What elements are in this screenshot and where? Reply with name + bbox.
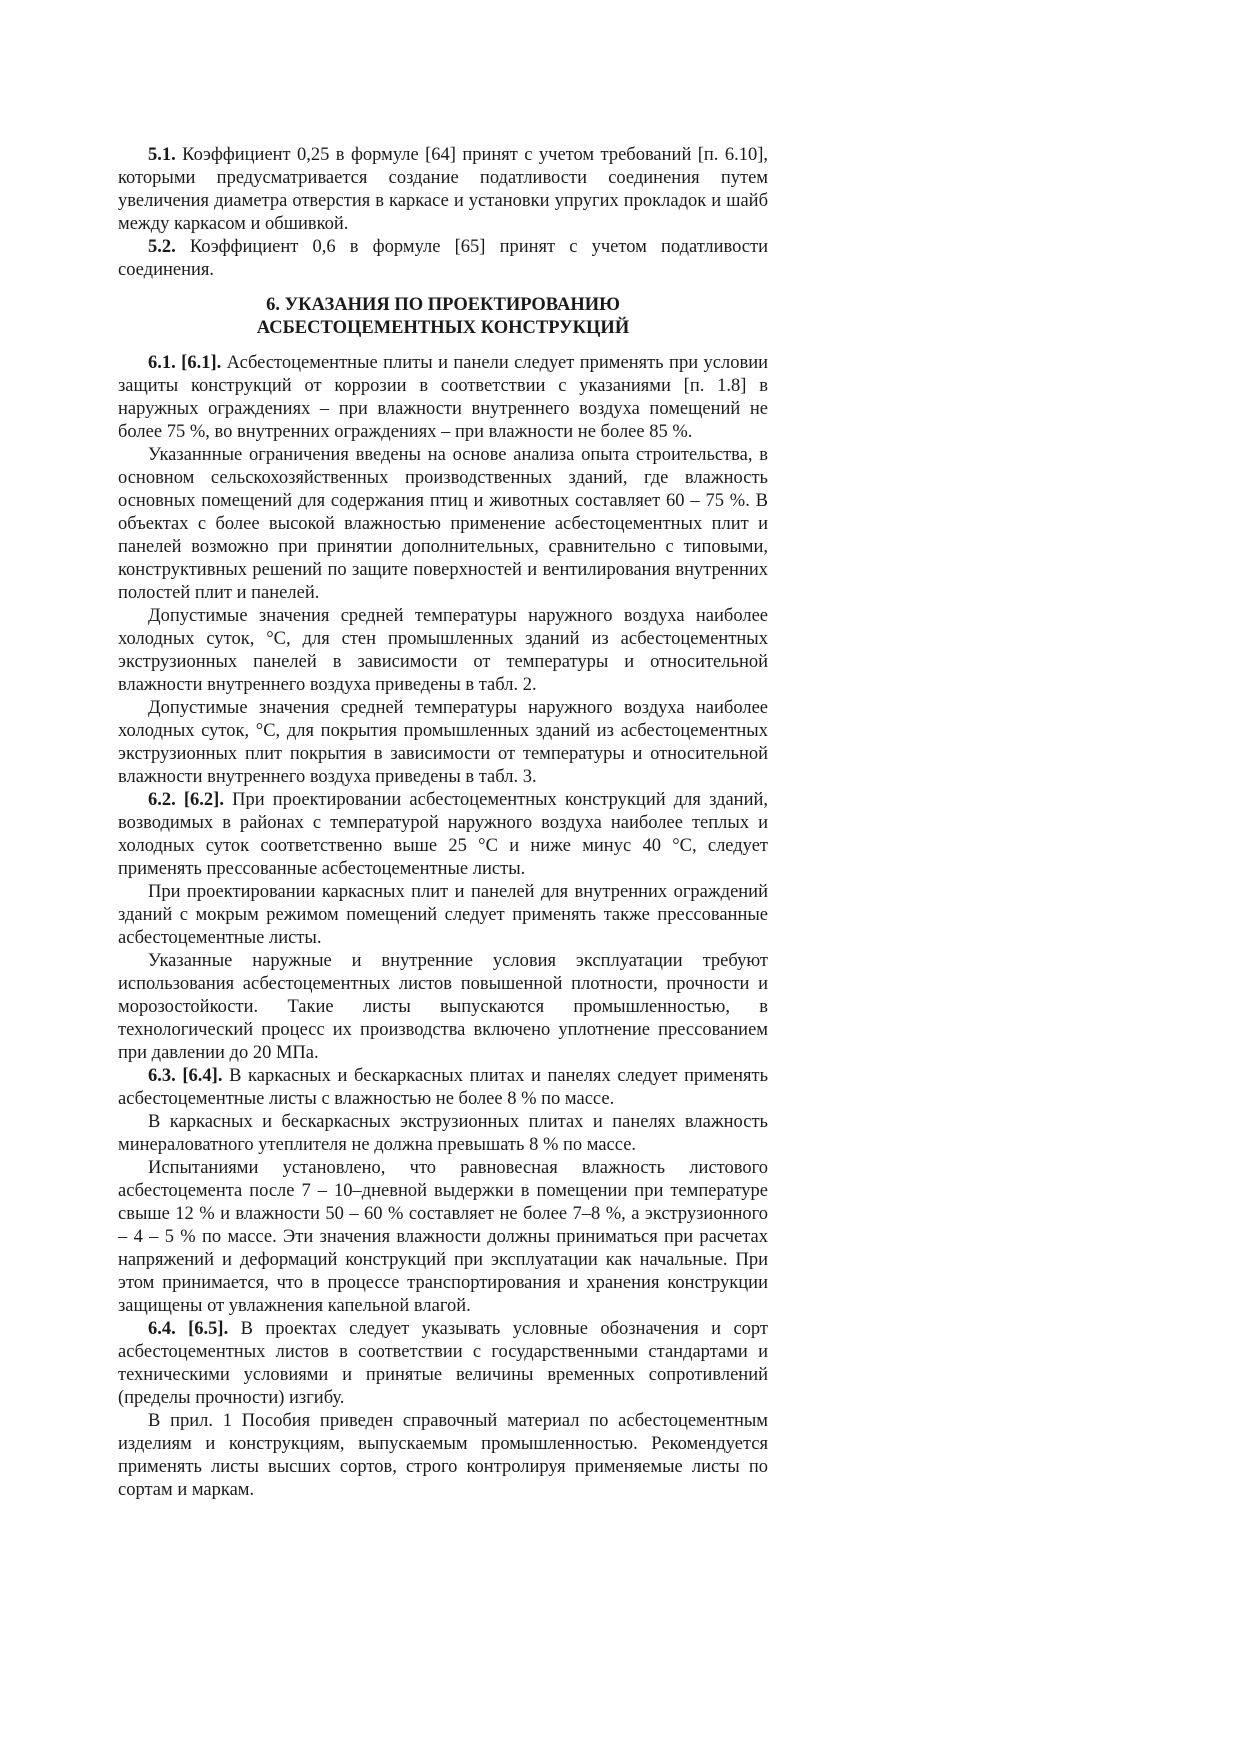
paragraph [118, 881, 768, 950]
paragraph-text: В каркасных и бескаркасных плитах и панелях следует применять асбестоцементные листы с влажностью не более 8 % по массе. [118, 1066, 769, 1109]
paragraph [118, 1157, 768, 1318]
section-heading-line-1: 6. УКАЗАНИЯ ПО ПРОЕКТИРОВАНИЮ [266, 295, 620, 315]
paragraph [118, 444, 768, 605]
section-heading [118, 294, 768, 340]
paragraph-text: Коэффициент 0,6 в формуле [65] принят с учетом податливости соединения. [118, 237, 768, 280]
clause-number: 6.3. [6.4]. [148, 1066, 223, 1086]
paragraph-5-1 [118, 144, 768, 236]
paragraph-text: Испытаниями установлено, что равновесная влажность листового асбестоцемента после 7 – 10–дневной выдержки в помещении при температуре свыше 12 % и влажности 50 – 60 % составляет не более 7–8 %, а экструзионного – 4 – 5 % по массе. Эти значения влажности должны приниматься при расчетах напряжений и деформаций конструкций при эксплуатации как начальные. При этом принимается, что в процессе транспортирования и хранения конструкции защищены от увлажнения капельной влагой. [118, 1158, 768, 1316]
paragraph [118, 697, 768, 789]
paragraph [118, 605, 768, 697]
paragraph-text: В проектах следует указывать условные обозначения и сорт асбестоцементных листов в соответствии с государственными стандартами и техническими условиями и принятые величины временных сопротивлений (пределы прочности) изгибу. [118, 1319, 769, 1408]
paragraph-6-1 [118, 352, 768, 444]
paragraph [118, 950, 768, 1065]
section-heading-line-2: АСБЕСТОЦЕМЕНТНЫХ КОНСТРУКЦИЙ [256, 318, 630, 338]
paragraph-text: В прил. 1 Пособия приведен справочный материал по асбестоцементным изделиям и конструкциям, выпускаемым промышленностью. Рекомендуется применять листы высших сортов, строго контролируя применяемые листы по сортам и маркам. [118, 1411, 768, 1500]
paragraph-text: Коэффициент 0,25 в формуле [64] принят с учетом требований [п. 6.10], которыми предусматривается создание податливости соединения путем увеличения диаметра отверстия в каркасе и установки упругих прокладок и шайб между каркасом и обшивкой. [118, 145, 768, 234]
clause-number: 5.2. [148, 237, 176, 257]
paragraph-text: Допустимые значения средней температуры наружного воздуха наиболее холодных суток, °С, для покрытия промышленных зданий из асбестоцементных экструзионных плит покрытия в зависимости от температуры и относительной влажности внутреннего воздуха приведены в табл. 3. [118, 698, 768, 787]
paragraph [118, 1111, 768, 1157]
paragraph-text: Асбестоцементные плиты и панели следует применять при условии защиты конструкций от коррозии в соответствии с указаниями [п. 1.8] в наружных ограждениях – при влажности внутреннего воздуха помещений не более 75 %, во внутренних ограждениях – при влажности не более 85 %. [118, 353, 768, 442]
paragraph [118, 1410, 768, 1502]
paragraph-text: Допустимые значения средней температуры наружного воздуха наиболее холодных суток, °С, для стен промышленных зданий из асбестоцементных экструзионных панелей в зависимости от температуры и относительной влажности внутреннего воздуха приведены в табл. 2. [118, 606, 768, 695]
clause-number: 5.1. [148, 145, 176, 165]
paragraph-text: При проектировании каркасных плит и панелей для внутренних ограждений зданий с мокрым режимом помещений следует применять также прессованные асбестоцементные листы. [118, 882, 768, 948]
paragraph-5-2 [118, 236, 768, 282]
paragraph-6-2 [118, 789, 768, 881]
paragraph-text: Указаннные ограничения введены на основе анализа опыта строительства, в основном сельскохозяйственных производственных зданий, где влажность основных помещений для содержания птиц и животных составляет 60 – 75 %. В объектах с более высокой влажностью применение асбестоцементных плит и панелей возможно при принятии дополнительных, сравнительно с типовыми, конструктивных решений по защите поверхностей и вентилирования внутренних полостей плит и панелей. [118, 445, 768, 603]
clause-number: 6.1. [6.1]. [148, 353, 222, 373]
paragraph-6-3 [118, 1065, 768, 1111]
paragraph-text: В каркасных и бескаркасных экструзионных плитах и панелях влажность минераловатного утеплителя не должна превышать 8 % по массе. [118, 1112, 768, 1155]
document-page [118, 144, 768, 1502]
paragraph-text: Указанные наружные и внутренние условия эксплуатации требуют использования асбестоцементных листов повышенной плотности, прочности и морозостойкости. Такие листы выпускаются промышленностью, в технологический процесс их производства включено уплотнение прессованием при давлении до 20 МПа. [118, 951, 768, 1063]
paragraph-6-4 [118, 1318, 768, 1410]
clause-number: 6.2. [6.2]. [148, 790, 224, 810]
clause-number: 6.4. [6.5]. [148, 1319, 229, 1339]
paragraph-text: При проектировании асбестоцементных конструкций для зданий, возводимых в районах с температурой наружного воздуха наиболее теплых и холодных суток соответственно выше 25 °С и ниже минус 40 °С, следует применять прессованные асбестоцементные листы. [118, 790, 768, 879]
